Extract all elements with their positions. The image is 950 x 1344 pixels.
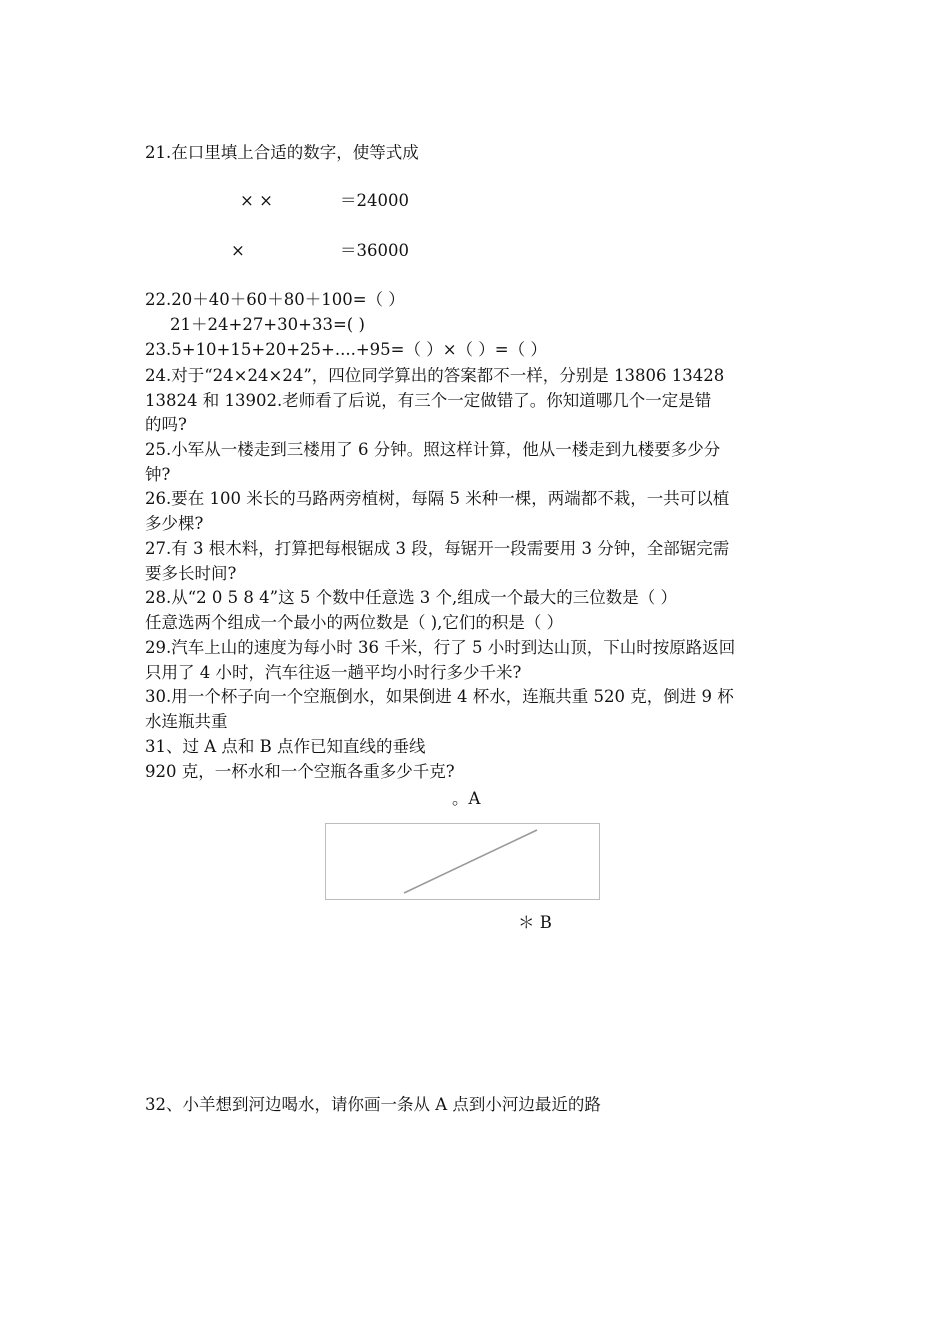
q21-eq1-result: ＝24000 bbox=[340, 191, 409, 210]
line-figure-frame bbox=[325, 823, 600, 900]
point-a-label: 。A bbox=[452, 789, 481, 808]
q21-title: 21.在口里填上合适的数字，使等式成 bbox=[145, 143, 419, 162]
q21-eq2-operator: × bbox=[231, 241, 245, 260]
q32: 32、小羊想到河边喝水，请你画一条从 A 点到小河边最近的路 bbox=[145, 1095, 601, 1114]
q24-line1: 24.对于“24×24×24”，四位同学算出的答案都不一样，分别是 13806 13428 bbox=[145, 366, 725, 385]
given-line bbox=[404, 830, 537, 893]
q28-line1: 28.从“2 0 5 8 4”这 5 个数中任意选 3 个,组成一个最大的三位数是（ ） bbox=[145, 588, 678, 607]
q21-eq2-result: ＝36000 bbox=[340, 241, 409, 260]
q26-line1: 26.要在 100 米长的马路两旁植树，每隔 5 米种一棵，两端都不栽，一共可以植 bbox=[145, 489, 730, 508]
q29-line2: 只用了 4 小时，汽车往返一趟平均小时行多少千米? bbox=[145, 663, 522, 682]
q22-line2: 21＋24+27+30+33=( ) bbox=[170, 315, 365, 334]
q23: 23.5+10+15+20+25+....+95=（ ）×（ ）=（ ） bbox=[145, 340, 547, 359]
q29-line1: 29.汽车上山的速度为每小时 36 千米，行了 5 小时到达山顶，下山时按原路返回 bbox=[145, 638, 736, 657]
q30-continuation: 920 克，一杯水和一个空瓶各重多少千克? bbox=[145, 762, 455, 781]
q27-line2: 要多长时间? bbox=[145, 564, 237, 583]
q22-line1: 22.20＋40＋60＋80＋100=（ ） bbox=[145, 290, 405, 309]
q24-line3: 的吗? bbox=[145, 415, 187, 434]
q28-line2: 任意选两个组成一个最小的两位数是（ ),它们的积是（ ） bbox=[145, 613, 564, 632]
point-b-label: ＊ B bbox=[518, 913, 552, 932]
q24-line2: 13824 和 13902.老师看了后说，有三个一定做错了。你知道哪几个一定是错 bbox=[145, 391, 712, 410]
q26-line2: 多少棵? bbox=[145, 514, 204, 533]
q27-line1: 27.有 3 根木料，打算把每根锯成 3 段，每锯开一段需要用 3 分钟，全部锯完需 bbox=[145, 539, 730, 558]
q21-eq1-operators: × × bbox=[240, 191, 273, 210]
given-line-diagram bbox=[326, 824, 601, 901]
q30-line2: 水连瓶共重 bbox=[145, 712, 228, 731]
q30-line1: 30.用一个杯子向一个空瓶倒水，如果倒进 4 杯水，连瓶共重 520 克，倒进 9 杯 bbox=[145, 687, 734, 706]
q25-line2: 钟? bbox=[145, 465, 171, 484]
q25-line1: 25.小军从一楼走到三楼用了 6 分钟。照这样计算，他从一楼走到九楼要多少分 bbox=[145, 440, 721, 459]
q31-title: 31、过 A 点和 B 点作已知直线的垂线 bbox=[145, 737, 426, 756]
